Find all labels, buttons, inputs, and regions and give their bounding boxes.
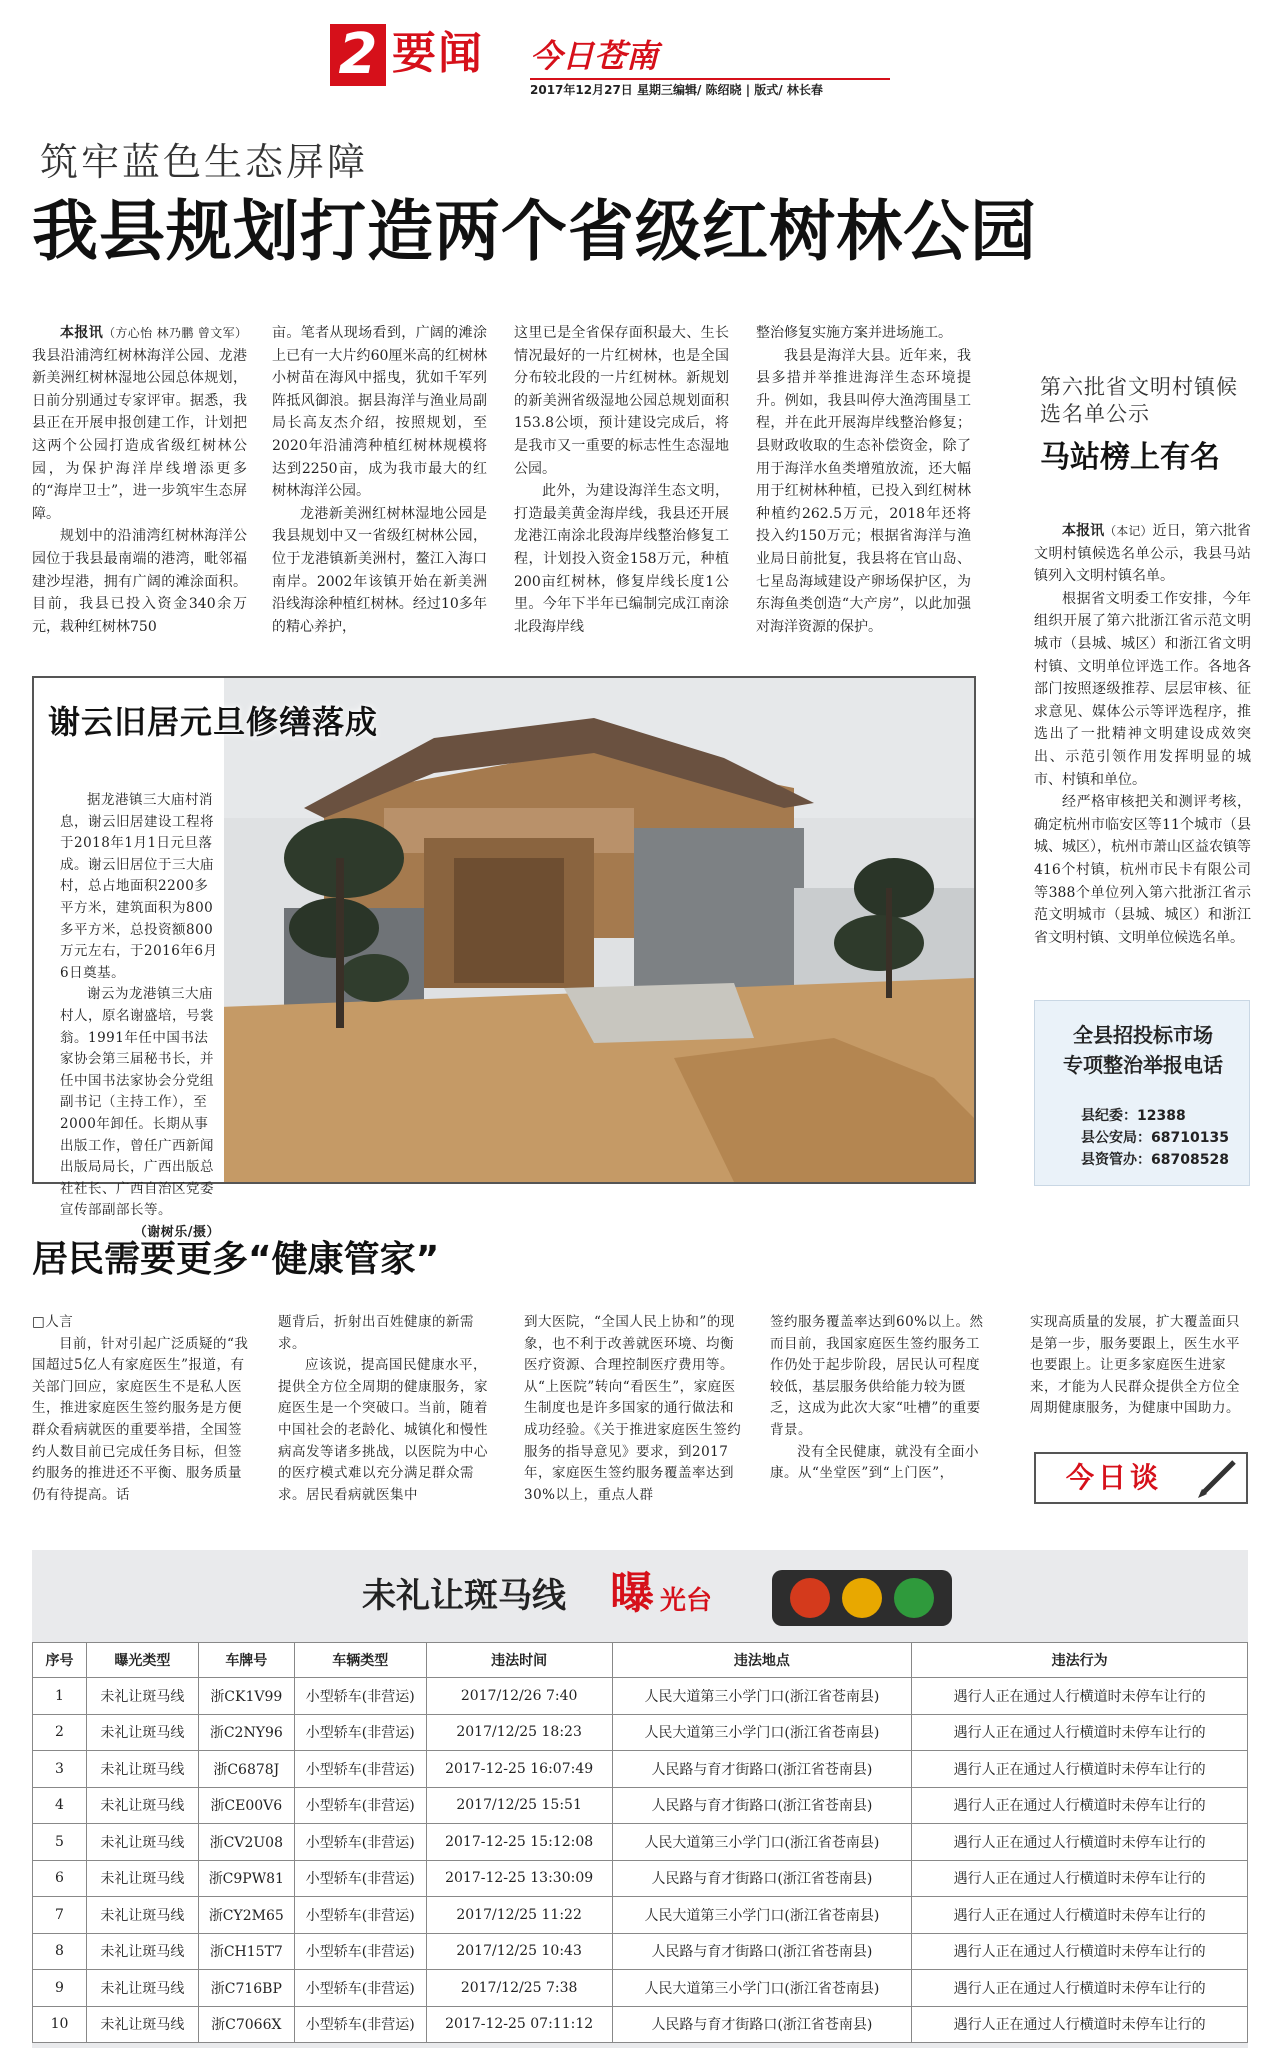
violations-title: 未礼让斑马线	[362, 1576, 566, 1616]
commentary-c2a: 题背后，折射出百姓健康的新需求。	[278, 1314, 474, 1352]
hotline-row-3: 县资管办：68708528	[1081, 1152, 1229, 1168]
lead-c3-p2: 此外，为建设海洋生态文明，打造最美黄金海岸线，我县还开展龙港江南涂北段海岸线整治修复工程，计划投入资金158万元，种植200亩红树林，修复岸线长度1公里。今年下半年已编制完成江南涂北段海岸线	[514, 483, 729, 635]
lead-c1-p1: 我县沿浦湾红树林海洋公园、龙港新美洲红树林湿地公园总体规划，日前分别通过专家评审。据悉，我县正在开展申报创建工作，计划把这两个公园打造成省级红树林公园，为保护海洋岸线增添更多的“海岸卫士”，进一步筑牢生态屏障。	[32, 347, 247, 522]
table-cell-col-plate: 浙C2NY96	[198, 1714, 294, 1751]
table-cell-col-location: 人民路与育才街路口(浙江省苍南县)	[612, 1751, 912, 1788]
table-cell-col-location: 人民路与育才街路口(浙江省苍南县)	[612, 1787, 912, 1824]
lead-kicker: 筑牢蓝色生态屏障	[40, 140, 369, 184]
table-cell-col-index: 3	[33, 1751, 87, 1788]
lead-column-1	[32, 322, 247, 638]
table-cell-col-time: 2017-12-25 07:11:12	[426, 2006, 612, 2043]
yellow-light-icon	[842, 1578, 882, 1618]
table-cell-col-vehicle-type: 小型轿车(非营运)	[294, 1678, 426, 1715]
table-cell-col-location: 人民大道第三小学门口(浙江省苍南县)	[612, 1970, 912, 2007]
table-cell-col-index: 1	[33, 1678, 87, 1715]
commentary-column-5	[1030, 1312, 1248, 1420]
masthead	[330, 22, 950, 97]
table-cell-col-plate: 浙CH15T7	[198, 1933, 294, 1970]
photo-p1: 据龙港镇三大庙村消息，谢云旧居建设工程将于2018年1月1日元旦落成。谢云旧居位于三大庙村，总占地面积2200多平方米，建筑面积为800多平方米，总投资额800万元左右，于2016年6月6日奠基。	[60, 792, 218, 981]
lead-c3-p1: 这里已是全省保存面积最大、生长情况最好的一片红树林，也是全国分布较北段的一片红树林。新规划的新美洲省级湿地公园总规划面积153.8公顷，预计建设完成后，将是我市又一重要的标志性生态湿地公园。	[514, 325, 729, 477]
lead-column-4	[756, 322, 971, 638]
table-header-col-index: 序号	[33, 1643, 87, 1678]
commentary-column-3	[524, 1312, 742, 1506]
table-cell-col-index: 10	[33, 2006, 87, 2043]
table-header-row	[33, 1643, 1248, 1678]
lead-c2-p2: 龙港新美洲红树林湿地公园是我县规划中又一省级红树林公园，位于龙港镇新美洲村，鳌江入海口南岸。2002年该镇开始在新美洲沿线海涂种植红树林。经过10多年的精心养护，	[272, 505, 487, 635]
table-row	[33, 1714, 1248, 1751]
table-cell-col-location: 人民大道第三小学门口(浙江省苍南县)	[612, 1678, 912, 1715]
lead-column-2	[272, 322, 487, 638]
table-cell-col-behavior: 遇行人正在通过人行横道时未停车让行的	[912, 1678, 1248, 1715]
table-row	[33, 1787, 1248, 1824]
table-cell-col-behavior: 遇行人正在通过人行横道时未停车让行的	[912, 1714, 1248, 1751]
pen-icon	[1196, 1458, 1240, 1498]
lead-c4-p2: 我县是海洋大县。近年来，我县多措并举推进海洋生态环境提升。例如，我县叫停大渔湾围垦工程，并在此开展海岸线整治修复；县财政收取的生态补偿资金，除了用于海洋水鱼类增殖放流，还大幅用于红树林种植，已投入到红树林种植约262.5万元，2018年还将投入约150万元；根据省海洋与渔业局日前批复，我县将在官山岛、七星岛海域建设产卵场保护区，为东海鱼类创造“大产房”，以此加强对海洋资源的保护。	[756, 347, 971, 635]
table-cell-col-time: 2017/12/25 11:22	[426, 1897, 612, 1934]
table-cell-col-time: 2017/12/25 10:43	[426, 1933, 612, 1970]
table-row	[33, 1933, 1248, 1970]
table-cell-col-time: 2017/12/26 7:40	[426, 1678, 612, 1715]
table-cell-col-plate: 浙CY2M65	[198, 1897, 294, 1934]
table-cell-col-vehicle-type: 小型轿车(非营运)	[294, 1751, 426, 1788]
commentary-column-1	[32, 1312, 250, 1506]
table-cell-col-index: 8	[33, 1933, 87, 1970]
section-title: 要闻	[392, 28, 484, 79]
table-cell-col-exposure-type: 未礼让斑马线	[86, 2006, 198, 2043]
violations-title-row	[362, 1566, 962, 1626]
table-cell-col-plate: 浙C9PW81	[198, 1860, 294, 1897]
table-cell-col-plate: 浙C716BP	[198, 1970, 294, 2007]
table-cell-col-vehicle-type: 小型轿车(非营运)	[294, 1860, 426, 1897]
side-byline-note: （本记）	[1104, 524, 1153, 538]
table-row	[33, 1751, 1248, 1788]
table-cell-col-plate: 浙C6878J	[198, 1751, 294, 1788]
table-row	[33, 1860, 1248, 1897]
table-cell-col-behavior: 遇行人正在通过人行横道时未停车让行的	[912, 2006, 1248, 2043]
table-row	[33, 1970, 1248, 2007]
table-cell-col-behavior: 遇行人正在通过人行横道时未停车让行的	[912, 1933, 1248, 1970]
side-byline: 本报讯	[1062, 523, 1105, 539]
table-header-col-behavior: 违法行为	[912, 1643, 1248, 1678]
violations-title-big: 曝	[610, 1568, 654, 1619]
table-cell-col-plate: 浙CK1V99	[198, 1678, 294, 1715]
green-light-icon	[894, 1578, 934, 1618]
photo-credit: （谢树乐/摄）	[133, 1224, 220, 1240]
lead-c1-p2: 规划中的沿浦湾红树林海洋公园位于我县最南端的港湾，毗邻福建沙埕港，拥有广阔的滩涂面积。目前，我县已投入资金340余万元，栽种红树林750	[32, 528, 247, 635]
table-cell-col-index: 4	[33, 1787, 87, 1824]
side-p3: 经严格审核把关和测评考核，确定杭州市临安区等11个城市（县城、城区），杭州市萧山区益农镇等416个村镇，杭州市民卡有限公司等388个单位列入第六批浙江省示范文明城市（县城、城区）和浙江省文明村镇、文明单位候选名单。	[1034, 794, 1251, 946]
table-cell-col-exposure-type: 未礼让斑马线	[86, 1860, 198, 1897]
table-cell-col-time: 2017-12-25 13:30:09	[426, 1860, 612, 1897]
commentary-c3: 到大医院，“全国人民上协和”的现象，也不利于改善就医环境、均衡医疗资源、合理控制医疗费用等。从“上医院”转向“看医生”，家庭医生制度也是许多国家的通行做法和成功经验。《关于推进家庭医生签约服务的指导意见》要求，到2017年，家庭医生签约服务覆盖率达到30%以上，重点人群	[524, 1314, 742, 1503]
table-cell-col-time: 2017/12/25 7:38	[426, 1970, 612, 2007]
table-cell-col-time: 2017/12/25 18:23	[426, 1714, 612, 1751]
table-row	[33, 1897, 1248, 1934]
hotline-title-2: 专项整治举报电话	[1063, 1053, 1223, 1077]
table-header-col-plate: 车牌号	[198, 1643, 294, 1678]
lead-c2-p1: 亩。笔者从现场看到，广阔的滩涂上已有一大片约60厘米高的红树林小树苗在海风中摇曳，犹如千军列阵抵风御浪。据县海洋与渔业局副局长高友杰介绍，按照规划，至2020年沿浦湾种植红树林规模将达到2250亩，成为我市最大的红树林海洋公园。	[272, 325, 487, 500]
table-cell-col-exposure-type: 未礼让斑马线	[86, 1824, 198, 1861]
table-cell-col-location: 人民大道第三小学门口(浙江省苍南县)	[612, 1824, 912, 1861]
table-cell-col-index: 7	[33, 1897, 87, 1934]
table-cell-col-plate: 浙C7066X	[198, 2006, 294, 2043]
table-cell-col-location: 人民大道第三小学门口(浙江省苍南县)	[612, 1714, 912, 1751]
table-row	[33, 2006, 1248, 2043]
side-p1: 近日，第六批省文明村镇候选名单公示，我县马站镇列入文明村镇名单。	[1034, 523, 1252, 585]
commentary-tag: □人言	[32, 1314, 74, 1330]
table-cell-col-vehicle-type: 小型轿车(非营运)	[294, 1933, 426, 1970]
table-cell-col-behavior: 遇行人正在通过人行横道时未停车让行的	[912, 1970, 1248, 2007]
table-cell-col-exposure-type: 未礼让斑马线	[86, 1933, 198, 1970]
lead-headline: 我县规划打造两个省级红树林公园	[32, 193, 1037, 270]
table-cell-col-exposure-type: 未礼让斑马线	[86, 1714, 198, 1751]
page-number: 2	[330, 24, 386, 86]
commentary-badge-label: 今日谈	[1066, 1461, 1163, 1494]
masthead-rule	[530, 78, 890, 80]
table-cell-col-exposure-type: 未礼让斑马线	[86, 1678, 198, 1715]
table-header-col-time: 违法时间	[426, 1643, 612, 1678]
table-cell-col-exposure-type: 未礼让斑马线	[86, 1751, 198, 1788]
commentary-c4b: 没有全民健康，就没有全面小康。从“坐堂医”到“上门医”，	[770, 1443, 979, 1482]
side-p2: 根据省文明委工作安排，今年组织开展了第六批浙江省示范文明城市（县城、城区）和浙江省文明村镇、文明单位评选工作。各地各部门按照逐级推荐、层层审核、征求意见、媒体公示等评选程序，推选出了一批精神文明建设成效突出、示范引领作用发挥明显的城市、村镇和单位。	[1034, 590, 1251, 788]
table-cell-col-behavior: 遇行人正在通过人行横道时未停车让行的	[912, 1897, 1248, 1934]
table-header-col-location: 违法地点	[612, 1643, 912, 1678]
table-cell-col-index: 5	[33, 1824, 87, 1861]
commentary-c5: 实现高质量的发展，扩大覆盖面只是第一步，服务要跟上，医生水平也要跟上。让更多家庭医生进家来，才能为人民群众提供全方位全周期健康服务，为健康中国助力。	[1030, 1314, 1240, 1417]
paper-name: 今日苍南	[530, 37, 659, 75]
violations-table	[32, 1642, 1248, 2043]
violations-table-wrap	[32, 1642, 1248, 2043]
table-cell-col-index: 6	[33, 1860, 87, 1897]
table-cell-col-vehicle-type: 小型轿车(非营运)	[294, 1970, 426, 2007]
table-cell-col-behavior: 遇行人正在通过人行横道时未停车让行的	[912, 1751, 1248, 1788]
table-cell-col-location: 人民大道第三小学门口(浙江省苍南县)	[612, 1897, 912, 1934]
table-cell-col-exposure-type: 未礼让斑马线	[86, 1897, 198, 1934]
table-header-col-exposure-type: 曝光类型	[86, 1643, 198, 1678]
side-column	[1034, 520, 1251, 949]
hotline-title-1: 全县招投标市场	[1073, 1023, 1213, 1047]
table-cell-col-vehicle-type: 小型轿车(非营运)	[294, 1787, 426, 1824]
red-light-icon	[790, 1578, 830, 1618]
lead-byline-note: （方心怡 林乃鹏 曾文军）	[103, 326, 247, 340]
table-cell-col-time: 2017-12-25 16:07:49	[426, 1751, 612, 1788]
photo-story-box	[32, 676, 976, 1240]
table-cell-col-vehicle-type: 小型轿车(非营运)	[294, 1714, 426, 1751]
table-cell-col-vehicle-type: 小型轿车(非营运)	[294, 1824, 426, 1861]
traffic-light-icon	[772, 1570, 952, 1626]
table-cell-col-behavior: 遇行人正在通过人行横道时未停车让行的	[912, 1824, 1248, 1861]
table-cell-col-time: 2017-12-25 15:12:08	[426, 1824, 612, 1861]
commentary-column-4	[770, 1312, 988, 1485]
commentary-headline: 居民需要更多“健康管家”	[32, 1239, 440, 1280]
violations-panel	[32, 1550, 1248, 2048]
table-header-col-vehicle-type: 车辆类型	[294, 1643, 426, 1678]
hotline-row-2: 县公安局：68710135	[1081, 1130, 1229, 1146]
violations-title-small: 光台	[660, 1586, 713, 1616]
table-cell-col-location: 人民路与育才街路口(浙江省苍南县)	[612, 1860, 912, 1897]
table-row	[33, 1824, 1248, 1861]
side-kicker: 第六批省文明村镇候选名单公示	[1040, 375, 1238, 426]
commentary-column-2	[278, 1312, 496, 1506]
photo-text	[60, 790, 220, 1243]
commentary-c2b: 应该说，提高国民健康水平，提供全方位全周期的健康服务，家庭医生是一个突破口。当前，随着中国社会的老龄化、城镇化和慢性病高发等诸多挑战，以医院为中心的医疗模式难以充分满足群众需求。居民看病就医集中	[278, 1357, 488, 1503]
table-cell-col-location: 人民路与育才街路口(浙江省苍南县)	[612, 1933, 912, 1970]
lead-byline: 本报讯	[60, 325, 104, 341]
table-cell-col-index: 9	[33, 1970, 87, 2007]
table-cell-col-behavior: 遇行人正在通过人行横道时未停车让行的	[912, 1787, 1248, 1824]
photo-headline: 谢云旧居元旦修缮落成	[48, 703, 379, 741]
side-headline: 马站榜上有名	[1040, 440, 1220, 475]
table-cell-col-plate: 浙CE00V6	[198, 1787, 294, 1824]
table-cell-col-time: 2017/12/25 15:51	[426, 1787, 612, 1824]
commentary-c4a: 签约服务覆盖率达到60%以上。然而目前，我国家庭医生签约服务工作仍处于起步阶段，居民认可程度较低，基层服务供给能力较为匮乏，这成为此次大家“吐槽”的重要背景。	[770, 1314, 984, 1438]
table-cell-col-exposure-type: 未礼让斑马线	[86, 1970, 198, 2007]
issue-line: 2017年12月27日 星期三编辑/ 陈绍晓 | 版式/ 林长春	[530, 83, 823, 97]
hotline-row-1: 县纪委：12388	[1081, 1108, 1186, 1124]
lead-c4-p1: 整治修复实施方案并进场施工。	[756, 325, 952, 341]
table-cell-col-vehicle-type: 小型轿车(非营运)	[294, 2006, 426, 2043]
commentary-badge	[1034, 1452, 1248, 1504]
table-cell-col-behavior: 遇行人正在通过人行横道时未停车让行的	[912, 1860, 1248, 1897]
table-cell-col-plate: 浙CV2U08	[198, 1824, 294, 1861]
table-cell-col-vehicle-type: 小型轿车(非营运)	[294, 1897, 426, 1934]
photo-p2: 谢云为龙港镇三大庙村人，原名谢盛培，号裳翁。1991年任中国书法家协会第三届秘书长，并任中国书法家协会分党组副书记（主持工作），至2000年卸任。长期从事出版工作，曾任广西新闻出版局局长，广西出版总社社长、广西自治区党委宣传部副部长等。	[60, 986, 214, 1219]
table-cell-col-location: 人民路与育才街路口(浙江省苍南县)	[612, 2006, 912, 2043]
table-cell-col-exposure-type: 未礼让斑马线	[86, 1787, 198, 1824]
hotline-box	[1034, 1000, 1250, 1186]
table-row	[33, 1678, 1248, 1715]
table-cell-col-index: 2	[33, 1714, 87, 1751]
lead-column-3	[514, 322, 729, 638]
commentary-c1: 目前，针对引起广泛质疑的“我国超过5亿人有家庭医生”报道，有关部门回应，家庭医生不是私人医生，推进家庭医生签约服务是方便群众看病就医的重要举措，全国签约人数目前已完成任务目标，但签约服务的推进还不平衡、服务质量仍有待提高。话	[32, 1335, 249, 1503]
